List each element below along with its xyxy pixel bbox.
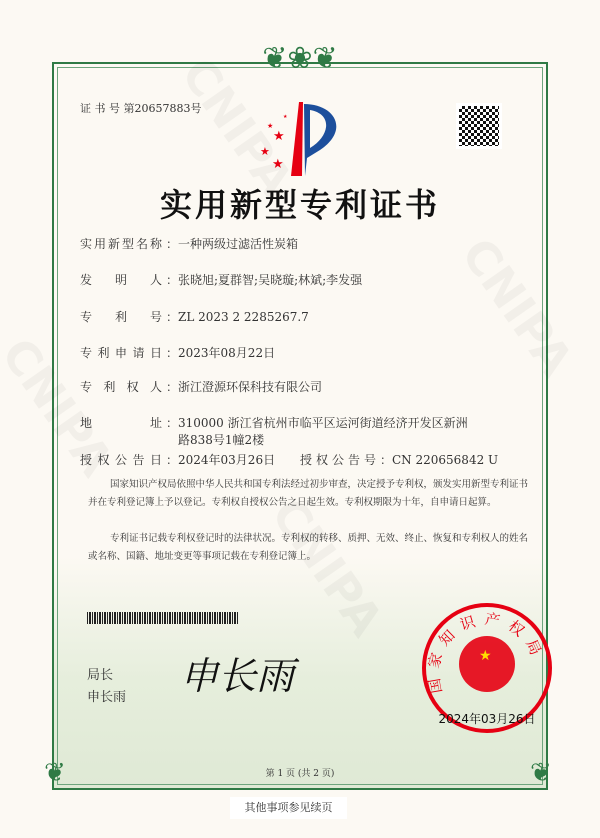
corner-ornament: ❦ (530, 758, 552, 788)
field-grant-number: 授权公告号 ：CN 220656842 U (300, 453, 499, 467)
field-application-date: 专利申请日 ：2023年08月22日 (80, 346, 276, 360)
director-title: 局长 (87, 668, 114, 683)
svg-text:★: ★ (260, 145, 270, 158)
statement-paragraph: 国家知识产权局依照中华人民共和国专利法经过初步审查，决定授予专利权，颁发实用新型专利证书并在专利登记簿上予以登记。专利权自授权公告之日起生效。专利权期限为十年，自申请日起算。 (88, 479, 529, 508)
director-signature: 申长雨 (180, 654, 295, 698)
top-ornament: ❦❀❦ (262, 41, 338, 76)
barcode (87, 612, 238, 624)
field-patent-number: 专利号 ：ZL 2023 2 2285267.7 (80, 310, 309, 324)
seal-date: 2024年03月26日 (438, 712, 536, 726)
field-grant-date: 授权公告日 ：2024年03月26日 (80, 453, 276, 467)
field-inventors: 发明人 ：张晓旭;夏群智;吴晓璇;林斌;李发强 (80, 273, 363, 287)
svg-text:★: ★ (272, 157, 284, 172)
qr-code (456, 103, 502, 149)
svg-text:★: ★ (283, 114, 288, 120)
field-address: 地址 ：310000 浙江省杭州市临平区运河街道经济开发区新洲 路838号1幢2楼 (80, 416, 468, 447)
field-patentee: 专利权人 ：浙江澄源环保科技有限公司 (80, 380, 323, 394)
page-indicator: 第 1 页 (共 2 页) (265, 769, 335, 779)
director-name: 申长雨 (87, 690, 127, 705)
svg-text:国家知识产权局: 国家知识产权局 (423, 609, 549, 695)
statement-paragraph: 专利证书记载专利权登记时的法律状况。专利权的转移、质押、无效、终止、恢复和专利权人的姓名或名称、国籍、地址变更等事项记载在专利登记簿上。 (88, 533, 529, 562)
continued-note: 其他事项参见续页 (230, 797, 347, 819)
svg-text:★: ★ (479, 648, 492, 664)
svg-text:★: ★ (273, 129, 285, 144)
cnipa-logo (255, 100, 350, 180)
field-name: 实用新型名称 ：一种两级过滤活性炭箱 (80, 237, 299, 251)
certificate-number: 证 书 号 第20657883号 (80, 102, 202, 115)
corner-ornament: ❦ (44, 758, 66, 788)
svg-text:★: ★ (267, 122, 274, 130)
page-title: 实用新型专利证书 (159, 186, 440, 224)
